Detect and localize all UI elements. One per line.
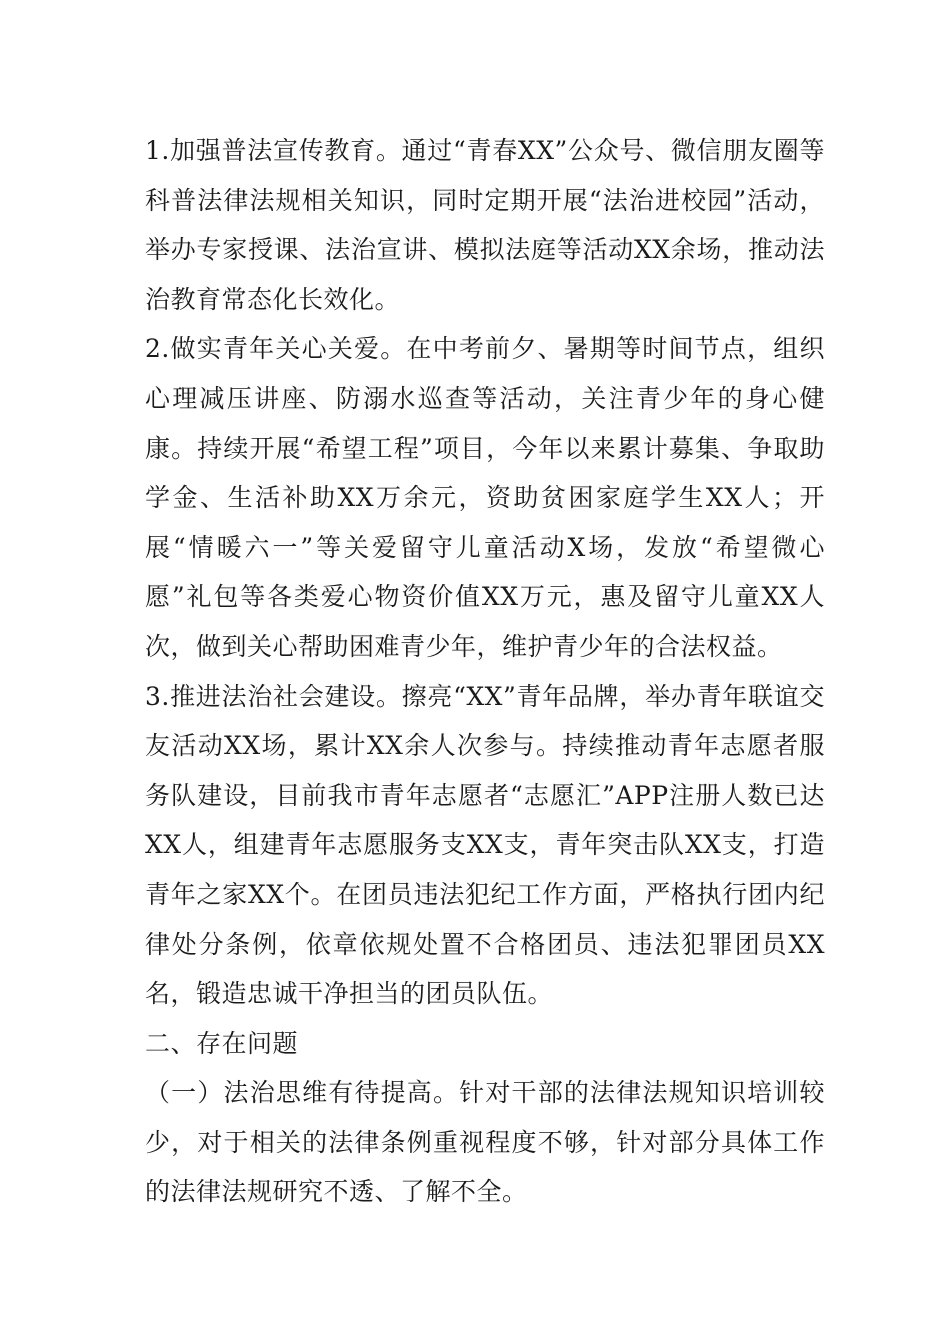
paragraph-problem-1: （一）法治思维有待提高。针对干部的法律法规知识培训较少，对于相关的法律条例重视程度不够，针对部分具体工作的法律法规研究不透、了解不全。 (145, 1078, 825, 1207)
document-body (145, 126, 825, 1217)
paragraph-item-2: 2.做实青年关心关爱。在中考前夕、暑期等时间节点，组织心理减压讲座、防溺水巡查等活动，关注青少年的身心健康。持续开展“希望工程”项目，今年以来累计募集、争取助学金、生活补助XX万余元，资助贫困家庭学生XX人；开展“情暖六一”等关爱留守儿童活动X场，发放“希望微心愿”礼包等各类爱心物资价值XX万元，惠及留守儿童XX人次，做到关心帮助困难青少年，维护青少年的合法权益。 (145, 334, 825, 661)
paragraph-item-1: 1.加强普法宣传教育。通过“青春XX”公众号、微信朋友圈等科普法律法规相关知识，同时定期开展“法治进校园”活动，举办专家授课、法治宣讲、模拟法庭等活动XX余场，推动法治教育常态化长效化。 (145, 136, 825, 314)
paragraph-item-3: 3.推进法治社会建设。擦亮“XX”青年品牌，举办青年联谊交友活动XX场，累计XX余人次参与。持续推动青年志愿者服务队建设，目前我市青年志愿者“志愿汇”APP注册人数已达XX人，组建青年志愿服务支XX支，青年突击队XX支，打造青年之家XX个。在团员违法犯纪工作方面，严格执行团内纪律处分条例，依章依规处置不合格团员、违法犯罪团员XX名，锻造忠诚干净担当的团员队伍。 (145, 681, 825, 1009)
section-heading: 二、存在问题 (145, 1028, 299, 1058)
